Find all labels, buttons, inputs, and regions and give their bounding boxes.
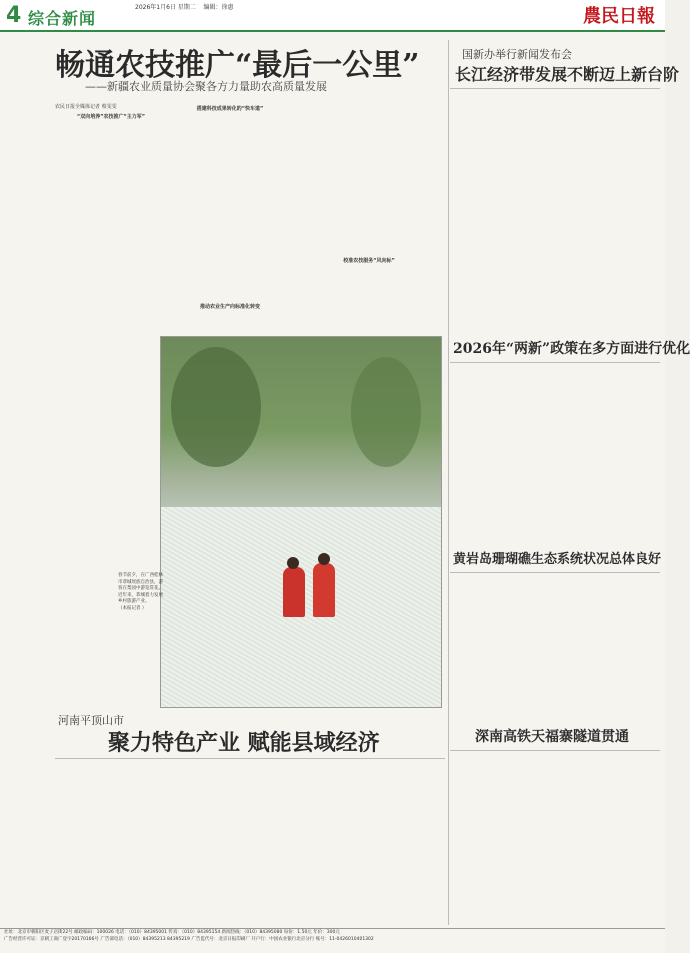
right-bottom-col-2 <box>558 754 658 919</box>
lead-col-2 <box>170 104 290 332</box>
right-divider-1 <box>450 88 660 89</box>
feature-photo <box>160 336 442 708</box>
henan-col-2 <box>155 764 250 924</box>
henan-col-4 <box>353 764 445 924</box>
lead-subhead-1: “双向培养”农技推广“主力军” <box>76 114 146 120</box>
right-top-col-2 <box>558 92 658 322</box>
right-bottom-title: 深南高铁天福寨隧道贯通 <box>475 729 629 745</box>
page-number: 4 <box>6 3 22 28</box>
footer-line-2: 广告经营许可证：京朝工商广登字20170166号 广告部电话：（010）84395213 84395219 广告监代号：北京日报印刷厂 开户行：中国农业银行北京分行 账号：11-0426010401302 <box>4 937 374 942</box>
lead-col-3 <box>294 104 444 332</box>
caption-credit: （本报记者 ） <box>118 605 147 611</box>
right-mid-col-2 <box>558 366 658 516</box>
section-title: 综合新闻 <box>28 9 97 28</box>
lead-byline: 农民日报全媒体记者 蔡雯雯 <box>55 104 117 110</box>
lead-col-1 <box>56 112 166 567</box>
henan-divider <box>55 758 445 759</box>
person-figure-2 <box>313 563 335 617</box>
right-low-title: 黄岩岛珊瑚礁生态系统状况总体良好 <box>453 552 662 567</box>
right-divider-3 <box>450 572 660 573</box>
tree-shape <box>171 347 261 467</box>
lead-subhead-3: 校准农技服务“风向标” <box>343 258 395 264</box>
lead-title: 畅通农技推广“最后一公里” <box>55 48 420 83</box>
right-top-kicker: 国新办举行新闻发布会 <box>462 48 572 61</box>
header-meta <box>135 4 495 12</box>
right-top-col-1 <box>452 92 552 322</box>
page-header <box>0 0 665 32</box>
tree-shape-2 <box>351 357 421 467</box>
henan-col-1 <box>56 764 151 924</box>
photo-caption <box>118 573 166 612</box>
person-figure-1 <box>283 567 305 617</box>
masthead-logo: 農民日報 <box>583 6 655 27</box>
right-mid-col-1 <box>452 366 552 516</box>
person-head-1 <box>287 557 299 569</box>
right-divider-4 <box>450 750 660 751</box>
right-bottom-col-1 <box>452 754 552 919</box>
caption-text: 春节前夕，在广西桂林市恭城瑶族自治县，游客在梨园中游览赏花。近年来，恭城着力发展乡村旅游产业。 <box>118 573 163 604</box>
right-mid-title: 2026年“两新”政策在多方面进行优化 <box>453 341 690 357</box>
issue-date: 2026年1月6日 星期二 <box>135 4 196 11</box>
person-head-2 <box>318 553 330 565</box>
henan-kicker: 河南平顶山市 <box>58 714 124 727</box>
henan-title: 聚力特色产业 赋能县域经济 <box>108 730 380 756</box>
right-divider-2 <box>450 362 660 363</box>
lead-subhead-4: 推动农业生产向标准化转变 <box>199 304 260 310</box>
right-top-title: 长江经济带发展不断迈上新台阶 <box>455 65 680 84</box>
right-low-col-1 <box>452 576 552 716</box>
lead-subtitle: ——新疆农业质量协会聚各方力量助农高质量发展 <box>85 80 327 93</box>
page-footer <box>0 928 665 953</box>
footer-line-1: 社址：北京市朝阳区麦子店街22号 邮政编码：100026 电话：（010）84395001 传真：（010）84395154 新闻热线：（010）84395080 每份：1.50元 年价：300元 <box>4 930 340 935</box>
editor: 编辑：徐惠 <box>203 4 234 11</box>
henan-col-3 <box>254 764 349 924</box>
right-low-col-2 <box>558 576 658 716</box>
lead-subhead-2: 搭建科技成果转化的“快车道” <box>196 106 264 112</box>
column-divider-vertical <box>448 40 449 925</box>
